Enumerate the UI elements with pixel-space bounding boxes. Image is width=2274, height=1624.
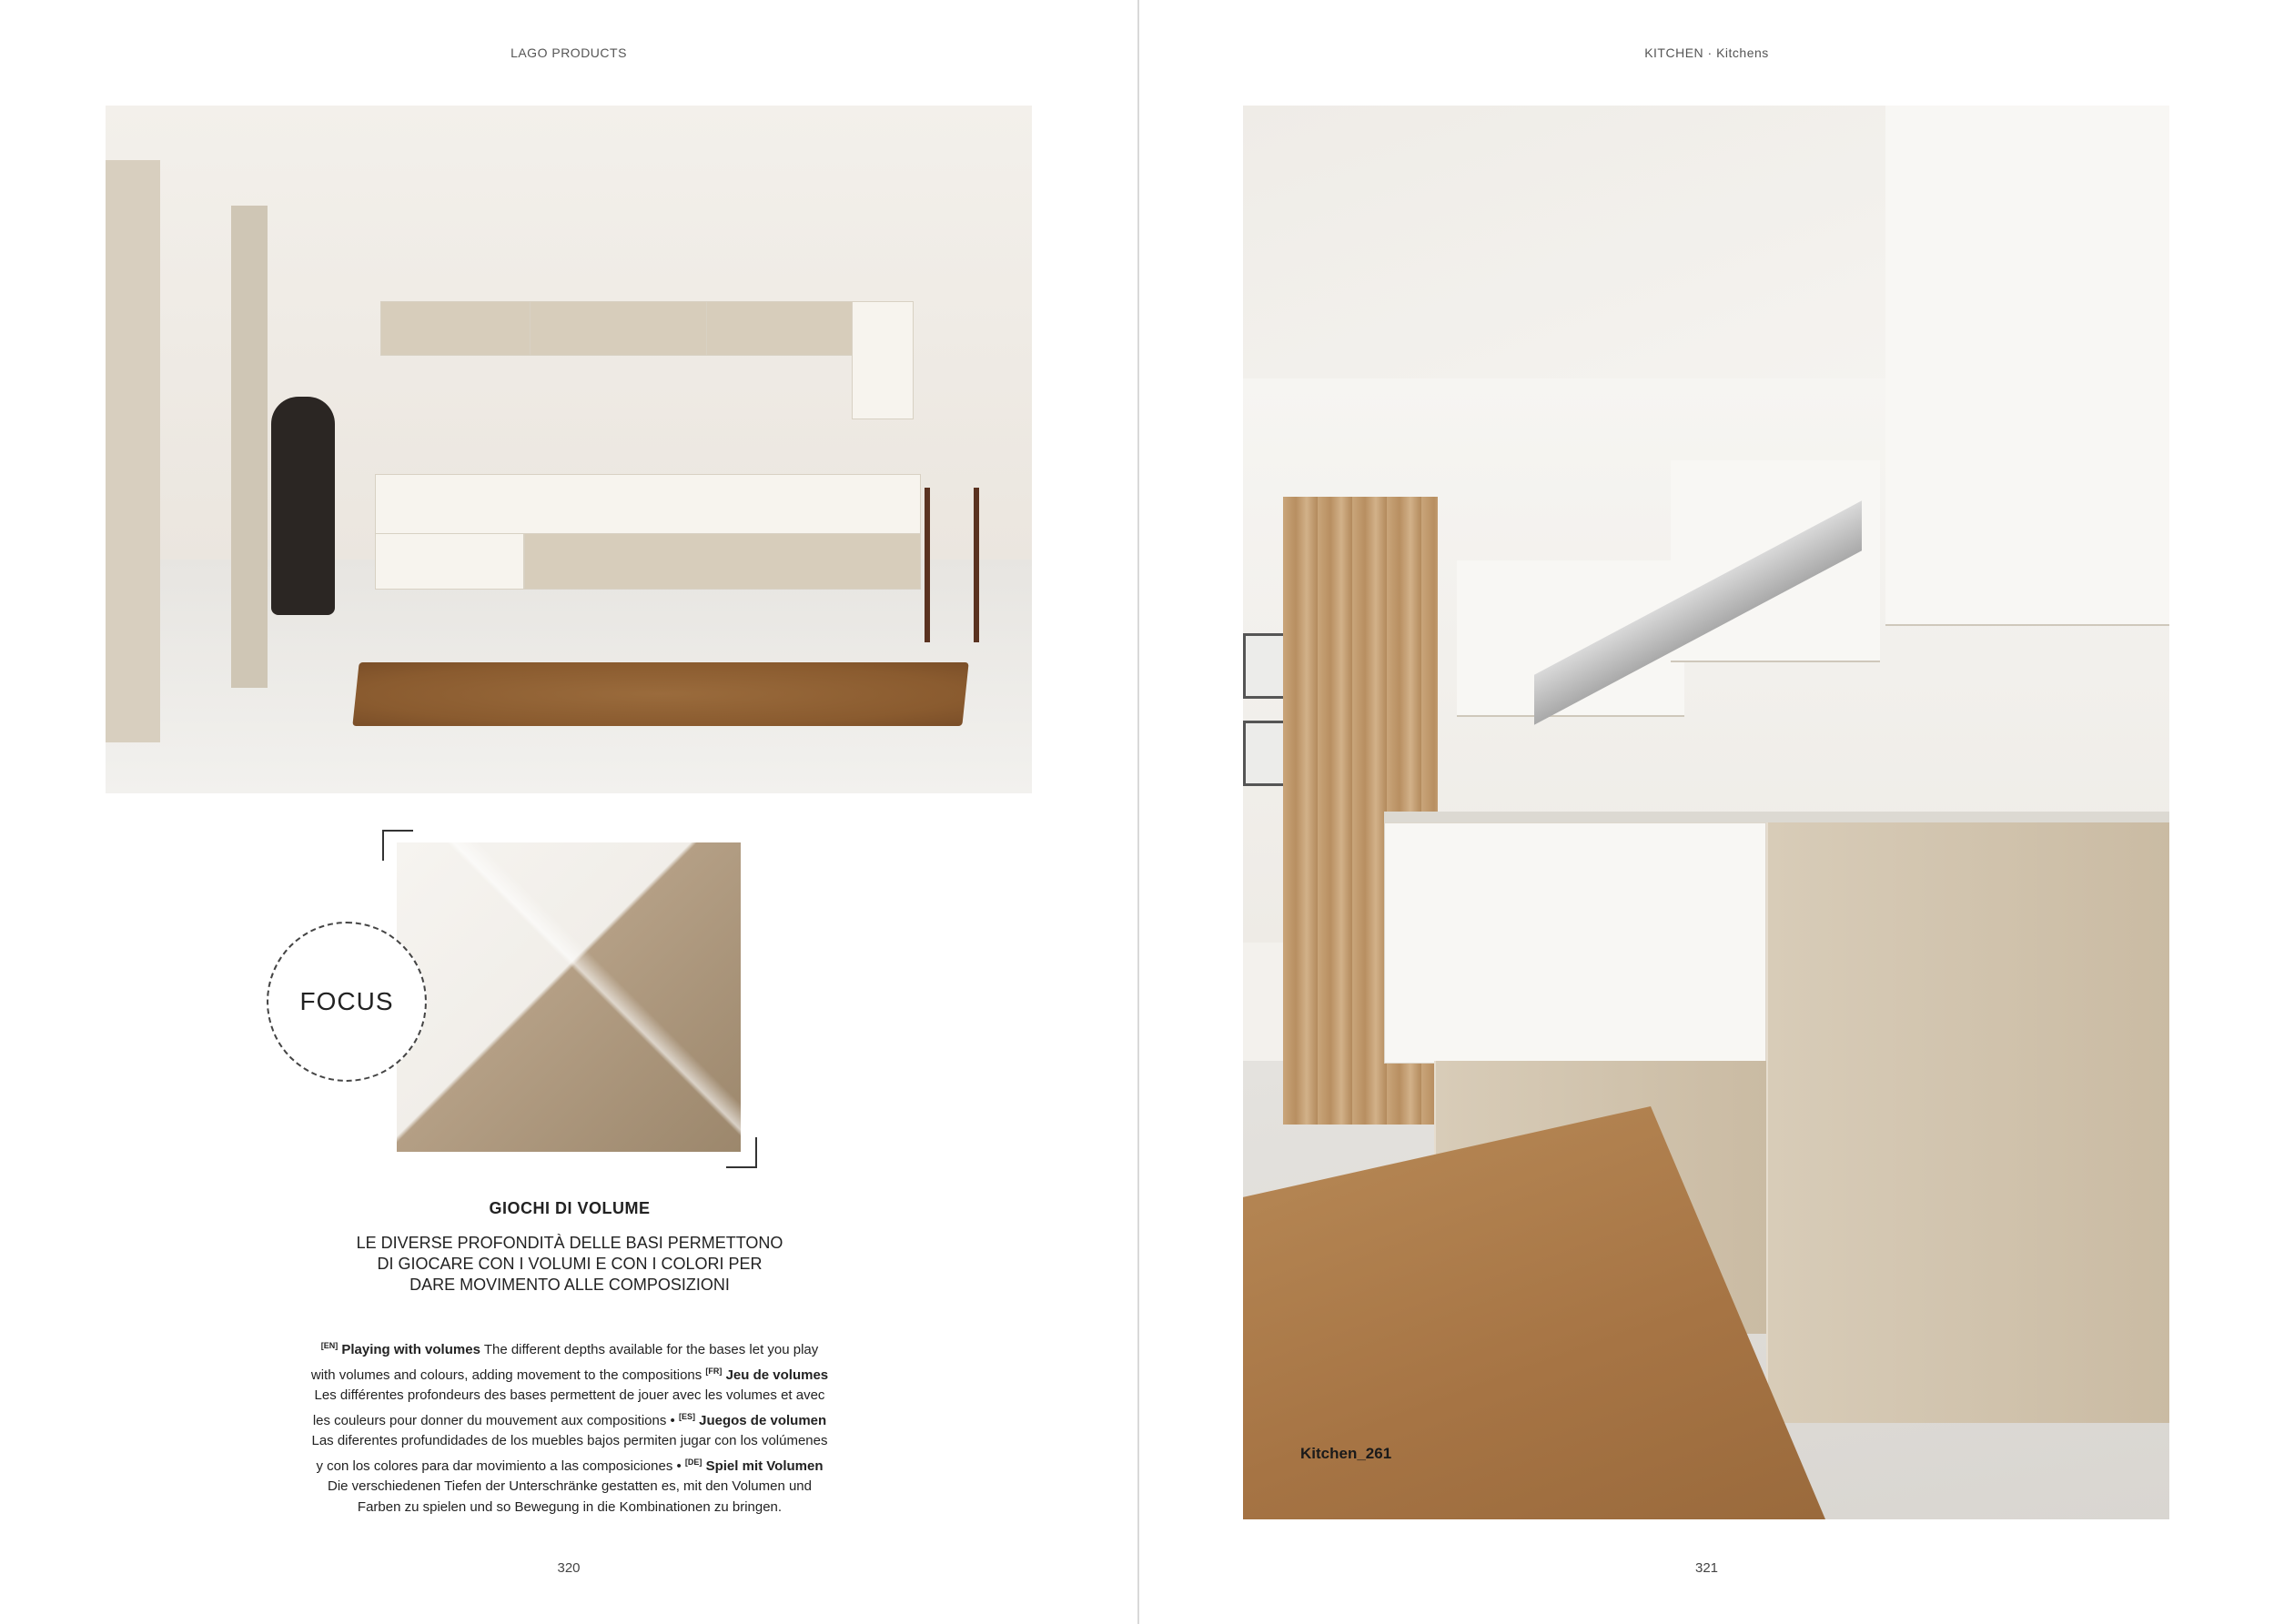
subhead-line: DARE MOVIMENTO ALLE COMPOSIZIONI bbox=[409, 1276, 730, 1294]
lang-tag-es: [ES] bbox=[678, 1411, 695, 1421]
de-text: Die verschiedenen Tiefen der Unterschränke gestatten es, mit den Volumen und Farben zu spielen und so Bewegung in die Kombinationen zu bringen. bbox=[328, 1478, 812, 1515]
focus-badge bbox=[267, 922, 427, 1082]
es-text: Las diferentes profundidades de los muebles bajos permiten jugar con los volúmenes y con los colores para dar movimiento a las composiciones • bbox=[311, 1433, 828, 1474]
photo-caption: Kitchen_261 bbox=[1300, 1445, 1392, 1462]
body-text bbox=[309, 1336, 830, 1518]
fr-text: Les différentes profondeurs des bases permettent de jouer avec les volumes et avec les couleurs pour donner du mouvement aux compositions • bbox=[312, 1387, 825, 1428]
lang-tag-en: [EN] bbox=[320, 1341, 339, 1350]
rug bbox=[352, 662, 968, 726]
subhead-line: LE DIVERSE PROFONDITÀ DELLE BASI PERMETTONO bbox=[356, 1234, 783, 1252]
headline: GIOCHI DI VOLUME bbox=[489, 1199, 651, 1217]
running-head-left: LAGO PRODUCTS bbox=[510, 45, 627, 60]
chair bbox=[925, 488, 979, 642]
de-title: Spiel mit Volumen bbox=[705, 1458, 824, 1474]
en-text: The different depths available for the bases let you play with volumes and colours, adding movement to the compositions bbox=[310, 1342, 819, 1383]
lang-tag-fr: [FR] bbox=[705, 1366, 723, 1376]
detail-photo bbox=[397, 842, 741, 1152]
lang-tag-de: [DE] bbox=[684, 1457, 702, 1467]
en-title: Playing with volumes bbox=[341, 1342, 480, 1357]
wall-frame bbox=[1243, 721, 1287, 786]
crop-mark-bottom-right bbox=[726, 1137, 757, 1168]
kitchen-photo-right bbox=[1243, 106, 2169, 1519]
running-head-right: KITCHEN · Kitchens bbox=[1644, 45, 1769, 60]
wall-frame bbox=[1243, 633, 1287, 699]
page-number-left: 320 bbox=[557, 1560, 581, 1576]
page-number-right: 321 bbox=[1694, 1560, 1719, 1576]
focus-label: FOCUS bbox=[299, 987, 394, 1015]
kitchen-photo-left bbox=[106, 106, 1032, 793]
person bbox=[271, 397, 335, 615]
subhead-line: DI GIOCARE CON I VOLUMI E CON I COLORI PER bbox=[377, 1255, 763, 1273]
es-title: Juegos de volumen bbox=[699, 1412, 827, 1428]
subhead bbox=[346, 1233, 793, 1296]
fr-title: Jeu de volumes bbox=[725, 1367, 829, 1383]
